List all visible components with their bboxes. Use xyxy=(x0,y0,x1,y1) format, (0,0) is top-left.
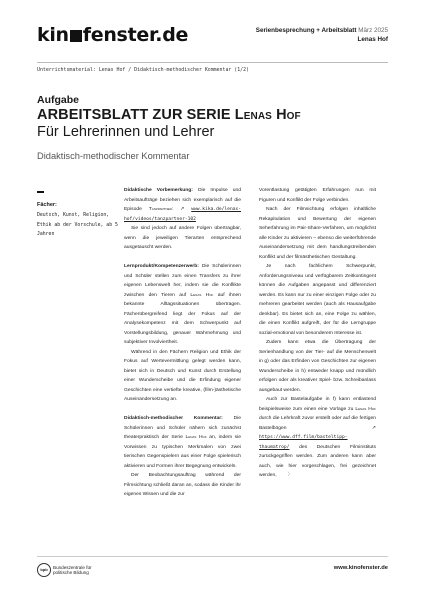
facher-label: Fächer: xyxy=(37,202,57,208)
text-vorbemerkung: Die Impulse und Arbeitsaufträge beziehen sich exemplarisch auf die Episode xyxy=(124,188,241,212)
paragraph-transfer: Sie sind jedoch auf andere Folgen übertragbar, wenn die jeweiligen Tierarten entsprechend ausgetauscht werden. xyxy=(124,226,241,250)
paragraph-vorentlastung: Vorentlastung getätigten Erfahrungen nun mit Figuren und Konflikt der Folge verbinden. xyxy=(259,188,376,203)
heading-kommentar: Didaktisch-methodischer Kommentar: xyxy=(124,416,223,421)
logo-square-icon xyxy=(70,30,82,42)
text-kommentar-2: an, indem sie Vorwissen zu typischen Merkmalen von zwei tierischen Gegenspielern aus einer Folge spielerisch aktivieren und Formen ihrer Begegnung entwickeln. xyxy=(124,435,241,469)
header-divider xyxy=(37,62,388,63)
text-column-2 xyxy=(259,186,376,490)
doc-date: März 2025 xyxy=(358,27,388,34)
text-lernprodukt: Die Schülerinnen und Schüler stellen zum einen Transfers zu ihrer eigenen Lebenswelt her, indem sie die Konflikte zwischen den Tieren auf xyxy=(124,264,242,298)
footer-site-link[interactable]: www.kinofenster.de xyxy=(333,565,388,571)
paragraph-uebertragung: Zudem kann etwa die Übertragung der Serienhandlung von der Tier- auf die Menschenwelt in g) oder das Erfinden von Geschichten zur eigenen Wunderscheibe in h) entweder knapp und mündlich erfolgen oder als kreativer Spiel- bzw. Schreibanlass ausgebaut werden. xyxy=(259,340,376,393)
series-name: Lenas Hof xyxy=(357,35,388,43)
dash-divider xyxy=(37,191,44,193)
text-bastel-c: des Deutschen Filminstituts zurückgegriffen werden. Zum anderen kann aber auch, wie hier vorgeschlagen, frei gezeichnet werden, xyxy=(259,444,377,478)
page-subtitle: Für Lehrerinnen und Lehrer xyxy=(37,124,215,140)
paragraph-kommentar xyxy=(124,414,241,471)
paragraph-lernprodukt xyxy=(124,262,241,348)
section-subheading: Didaktisch-methodischer Kommentar xyxy=(37,151,190,161)
text-bastel-a: Auch zur Bastelaufgabe in f) kann entlastend beispielsweise zum einen eine Vorlage zu xyxy=(259,397,376,412)
episode-link[interactable]: www.kika.de/lenas-hof/videos/tanzpartner-102 xyxy=(124,207,242,222)
paragraph-beobachtung: Der Beobachtungsauftrag während der Filmsichtung schließt daran an, sodass die Kinder ihr eigenes Wissen und die zur xyxy=(124,473,241,497)
series-ref: Lenas Hof xyxy=(190,292,214,298)
heading-lernprodukt: Lernprodukt/Kompetenzerwerb: xyxy=(124,264,199,269)
series-ref: Lenas Hof xyxy=(355,406,376,412)
footer-divider xyxy=(37,556,388,557)
paragraph-vorbemerkung: Didaktische Vorbemerkung: Die Impulse und Arbeitsaufträge beziehen sich exemplarisch auf die Episode Tanzpartner: ↗ www.kika.de/lenas-hof/videos/tanzpartner-102 xyxy=(124,188,242,222)
bpb-mark-icon: bpb xyxy=(37,563,51,577)
series-ref: Lenas Hof xyxy=(185,435,207,440)
kinofenster-logo[interactable] xyxy=(37,24,188,46)
logo-text-end: fenster.de xyxy=(82,24,189,46)
bpb-logo[interactable] xyxy=(37,561,92,579)
header-meta xyxy=(256,27,388,44)
heading-vorbemerkung: Didaktische Vorbemerkung: xyxy=(124,188,193,193)
facher-list: Deutsch, Kunst, Religion, Ethik ab der Vorschule, ab 5 Jahren xyxy=(37,213,118,238)
link-arrow-icon: ↗ xyxy=(180,206,185,212)
bpb-name xyxy=(53,565,92,575)
bastel-link[interactable]: https://www.dff.film/basteltipp-thaumatrop/ xyxy=(259,435,348,450)
page-title xyxy=(37,107,301,123)
breadcrumb: Unterrichtsmaterial: Lenas Hof / Didaktisch-methodischer Kommentar (1/2) xyxy=(37,67,249,73)
text-lernprodukt-2: auf ihnen bekannte Alltagssituationen übertragen. Fächerübergreifend liegt der Fokus auf der Analysekompetenz mit dem Schwerpunkt auf Vorstellungsbildung, genauer Wahrnehmung und subjektiver Involviertheit. xyxy=(124,292,241,345)
text-kommentar: Die Schülerinnen und Schüler nähern sich zunächst theaterpraktisch der Serie xyxy=(124,416,241,440)
text-column-1 xyxy=(124,186,241,509)
episode-name: Tanzpartner xyxy=(148,207,172,212)
title-main: ARBEITSBLATT ZUR SERIE xyxy=(37,107,231,123)
paragraph-bastelaufgabe xyxy=(259,395,376,481)
bpb-line-1: Bundeszentrale für xyxy=(53,564,92,570)
section-label: Aufgabe xyxy=(37,94,79,106)
continue-chevron-icon[interactable]: 〉 xyxy=(287,473,293,478)
logo-text-start: kin xyxy=(37,24,69,46)
paragraph-faecher: Während in den Fächern Religion und Ethik der Fokus auf Wertevermittlung gelegt werden kann, bietet sich in Deutsch und Kunst durch Erstellung einer Wunderscheibe und die Erfindung eigener Geschichten eine vertiefte kreative, (film-)ästhetische Auseinandersetzung an. xyxy=(124,349,241,402)
paragraph-schwerpunkt: Je nach fachlichem Schwerpunkt, Anforderungsniveau und verfügbarem Zeitkontingent können die Aufgaben angepasst und differenziert werden. Es kann nur zu einer einzigen Folge oder zu mehreren gearbeitet werden (auch als Hausaufgabe denkbar). Es bietet sich an, eine Folge zu wählen, die einen Konflikt aufgreift, der für die Lerngruppe sozial-emotional von besonderem Interesse ist. xyxy=(259,264,376,336)
link-arrow-icon: ↗ xyxy=(371,424,376,431)
bpb-line-2: politische Bildung xyxy=(53,569,89,575)
title-series: Lenas Hof xyxy=(234,107,301,123)
paragraph-filmsichtung: Nach der Filmsichtung erfolgen inhaltliche Rekapitulation und Bewertung der eigenen Seherfahrung im Pair-Share-Verfahren, um möglichst alle Kinder zu aktivieren – ebenso die weiterführende Auseinandersetzung mit dem handlungstreibenden Konflikt und der filmästhetischen Gestaltung. xyxy=(259,207,376,260)
text-bastel-b: durch die Lehrkraft zuvor erstellt oder auf die fertigen Bastelbögen xyxy=(259,416,376,431)
doc-type: Serienbesprechung + Arbeitsblatt xyxy=(255,27,357,34)
